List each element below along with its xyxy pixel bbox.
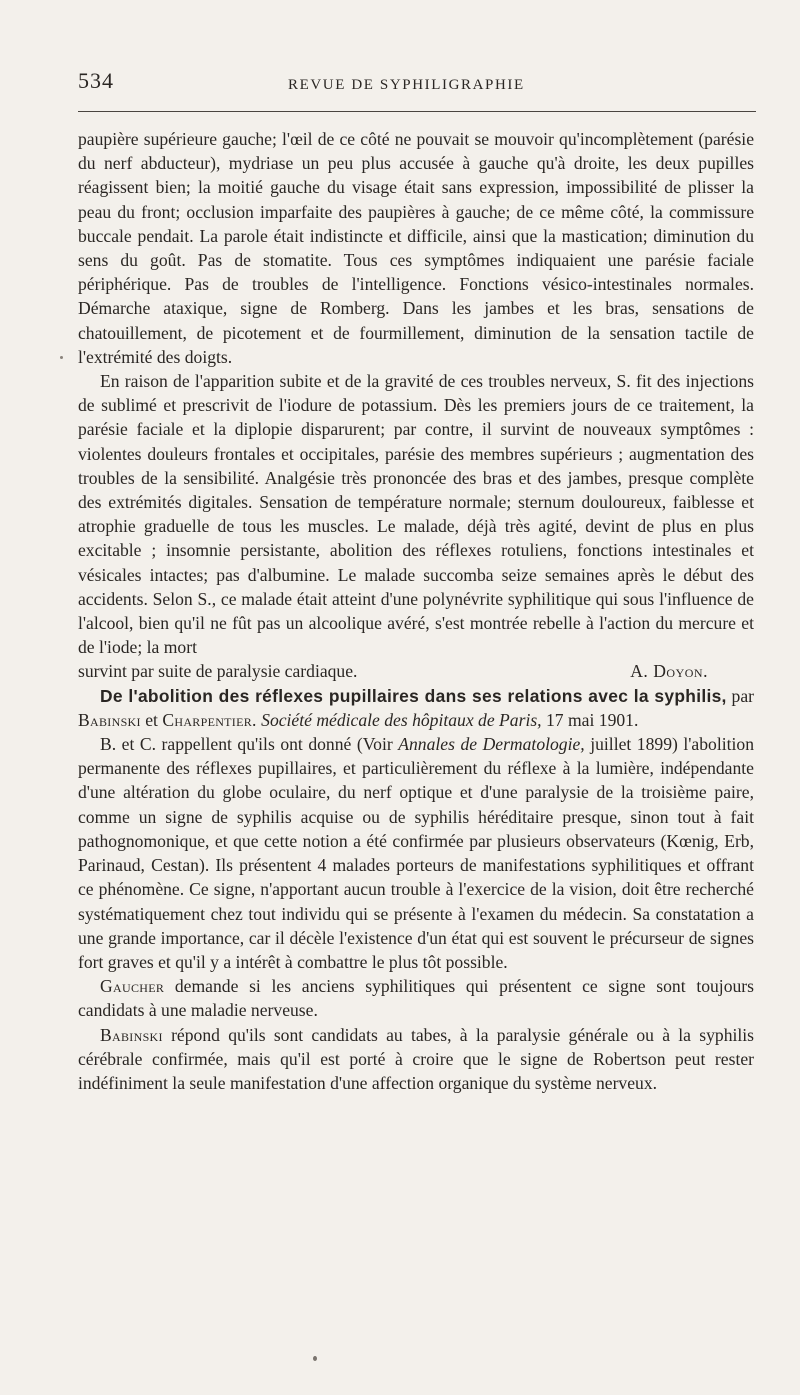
summary-body: juillet 1899) l'abolition permanente des réflexes pupillaires, et particulièrement du réflexe à la lumière, indépendante d'une altération du globe oculaire, du nerf optique et d'une paralysie de la troisième paire, comme un signe de syphilis acquise ou de syphilis héréditaire presque, sinon tout à fait pathognomonique, et que cette notion a été confirmée par plusieurs observateurs (Kœnig, Erb, Parinaud, Cestan). Ils présentent 4 malades porteurs de manifestations syphilitiques et offrant ce phénomène. Ce signe, n'apportant aucun trouble à l'exercice de la vision, doit être recherché systématiquement chez tout individu qui se présente à l'examen du médecin. Sa constatation a une grande importance, car il décèle l'existence d'un état qui est souvent le précurseur de signes fort graves et qu'il y a intérêt à combattre le plus tôt possible.	[78, 734, 754, 972]
gaucher-text: demande si les anciens syphilitiques qui présentent ce signe sont toujours candidats à une maladie nerveuse.	[78, 976, 754, 1021]
summary-intro: B. et C. rappellent qu'ils ont donné (Voir	[100, 734, 393, 755]
header-rule	[78, 111, 756, 112]
speaker-babinski: Babinski	[100, 1024, 163, 1045]
article-date: 17 mai 1901.	[546, 709, 639, 730]
ink-speck	[313, 1356, 317, 1361]
article-and: et	[145, 709, 158, 730]
body-text	[78, 127, 754, 1095]
margin-mark	[60, 356, 63, 359]
article-heading	[78, 684, 754, 732]
babinski-text: répond qu'ils sont candidats au tabes, à la paralysie générale ou à la syphilis cérébrale confirmée, mais qu'il est porté à croire que le signe de Robertson peut rester indéfiniment la seule manifestation d'une affection organique du système nerveux.	[78, 1024, 754, 1093]
paragraph-babinski	[78, 1023, 754, 1096]
closing-line: survint par suite de paralysie cardiaque.	[78, 661, 358, 682]
page-number: 534	[78, 68, 114, 93]
article-title: De l'abolition des réflexes pupillaires dans ses relations avec la syphilis,	[100, 685, 727, 706]
article-source: Société médicale des hôpitaux de Paris,	[261, 709, 542, 730]
paragraph-treatment: En raison de l'apparition subite et de la gravité de ces troubles nerveux, S. fit des injections de sublimé et prescrivit de l'iodure de potassium. Dès les premiers jours de ce traitement, la parésie faciale et la diplopie disparurent; par contre, il survint de nouveaux symptômes : violentes douleurs frontales et occipitales, parésie des membres supérieurs ; augmentation des troubles de la sensibilité. Analgésie très prononcée des bras et des jambes, presque complète des extrémités digitales. Sensation de température normale; sternum douloureux, faiblesse et atrophie graduelle de tous les muscles. Le malade, déjà très agité, devint de plus en plus excitable ; insomnie persistante, abolition des réflexes rotuliens, fonctions intestinales et vésicales intactes; pas d'albumine. Le malade succomba seize semaines après le début des accidents. Selon S., ce malade était atteint d'une polynévrite syphilitique qui sous l'influence de l'alcool, bien qu'il ne fût pas un alcoolique avéré, s'est montrée rebelle à l'action du mercure et de l'iode; la mort	[78, 371, 754, 658]
page-header	[78, 68, 754, 98]
running-title: REVUE DE SYPHILIGRAPHIE	[288, 77, 525, 93]
paragraph-summary	[78, 732, 754, 974]
reviewer-signature: A. Doyon.	[630, 661, 708, 682]
article-author-1: Babinski	[78, 709, 141, 730]
article-by: par	[731, 685, 754, 706]
article-author-2: Charpentier.	[162, 709, 257, 730]
speaker-gaucher: Gaucher	[100, 976, 165, 997]
paragraph-treatment-end	[78, 659, 754, 683]
journal-reference: Annales de Dermatologie,	[398, 734, 585, 755]
paragraph-gaucher	[78, 974, 754, 1022]
paragraph-case-description: paupière supérieure gauche; l'œil de ce côté ne pouvait se mouvoir qu'incomplètement (parésie du nerf abducteur), mydriase un peu plus accusée à gauche qu'à droite, les deux pupilles réagissent bien; la moitié gauche du visage était sans expression, impossibilité de plisser la peau du front; occlusion imparfaite des paupières à gauche; de ce même côté, la commissure buccale pendait. La parole était indistincte et difficile, ainsi que la mastication; diminution du sens du goût. Pas de stomatite. Tous ces symptômes indiquaient une parésie faciale périphérique. Pas de troubles de l'intelligence. Fonctions vésico-intestinales normales. Démarche ataxique, signe de Romberg. Dans les jambes et les bras, sensations de chatouillement, de picotement et de fourmillement, diminution de la sensation tactile de l'extrémité des doigts.	[78, 129, 754, 367]
